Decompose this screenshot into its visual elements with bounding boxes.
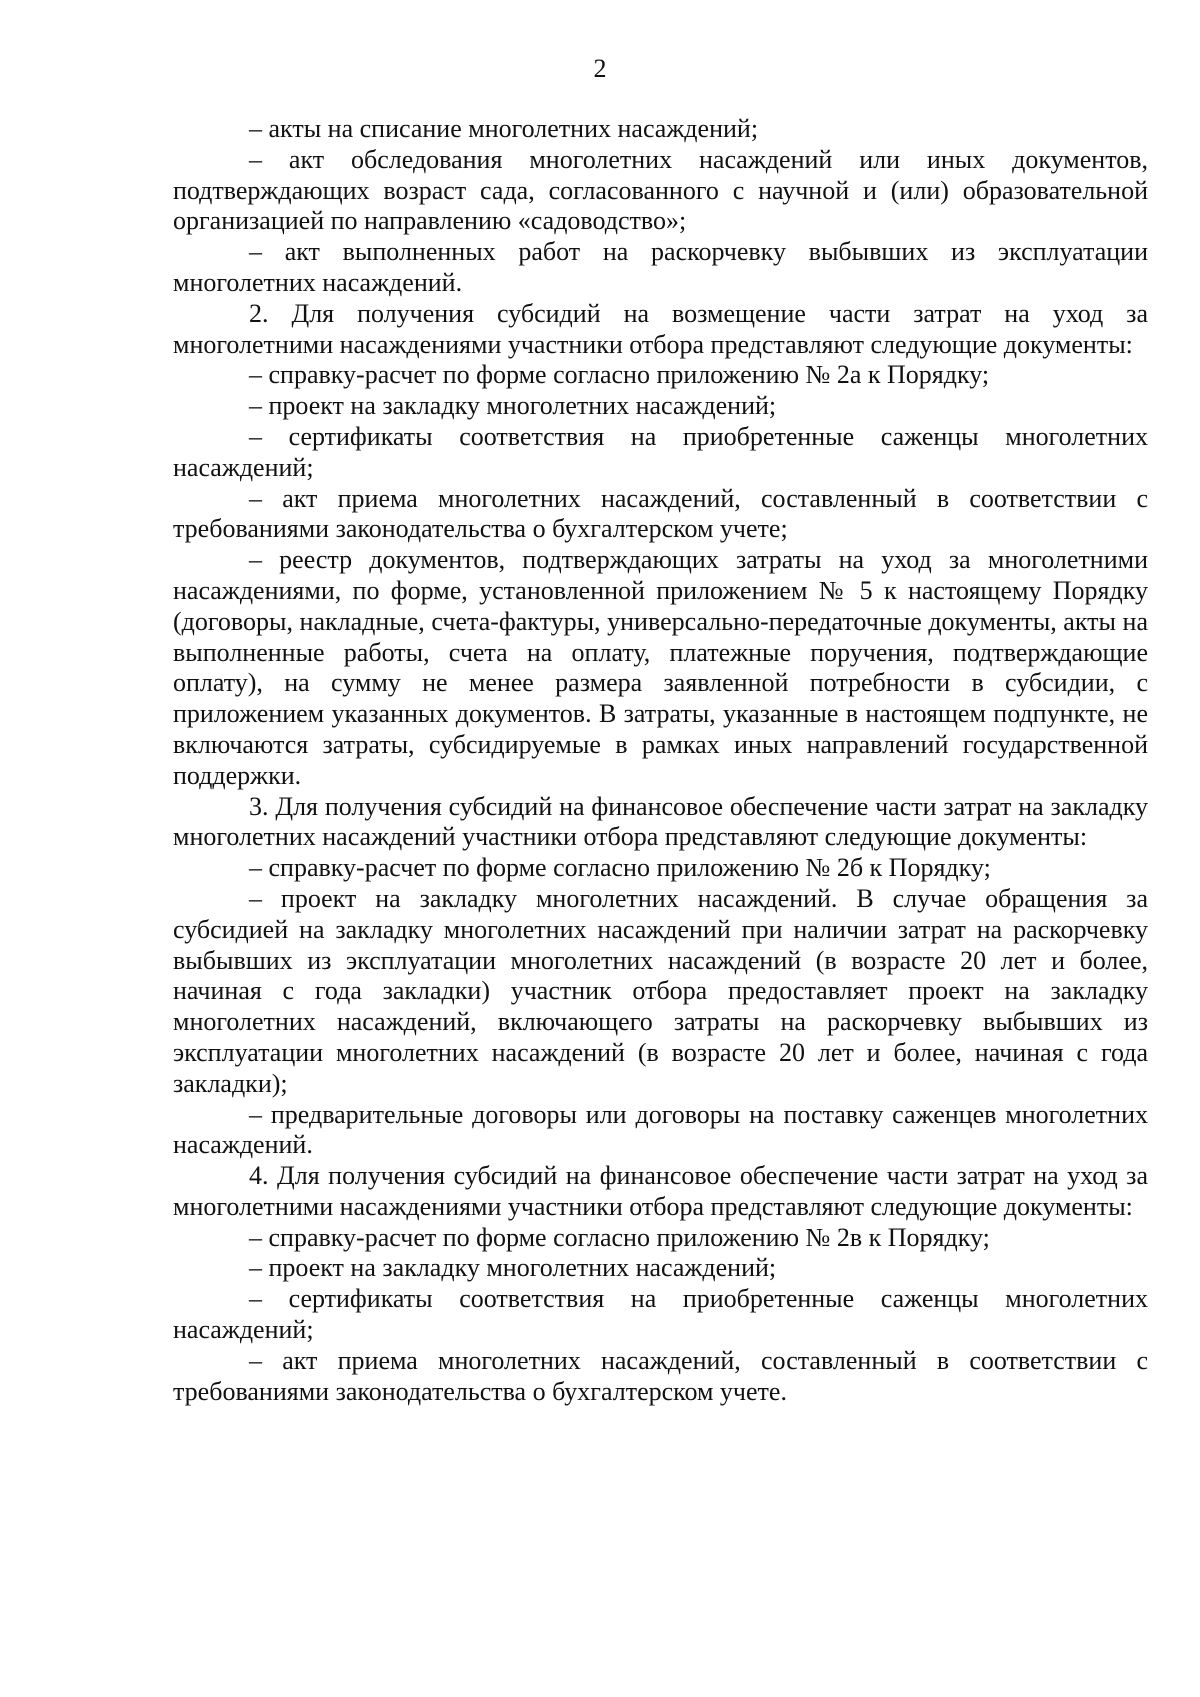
list-item: – акты на списание многолетних насаждений; bbox=[249, 114, 759, 143]
list-item: – сертификаты соответствия на приобретенные саженцы многолетних насаждений; bbox=[173, 1284, 1148, 1345]
list-item: – справку-расчет по форме согласно приложению № 2в к Порядку; bbox=[249, 1222, 990, 1252]
list-item: – реестр документов, подтверждающих затраты на уход за многолетними насаждениями, по форме, установленной приложением № 5 к настоящему Порядку (договоры, накладные, счета-фактуры, универсально-передаточные документы, акты на выполненные работы, счета на оплату, платежные поручения, подтверждающие оплату), на сумму не менее размера заявленной потребности в субсидии, с приложением указанных документов. В затраты, указанные в настоящем подпункте, не включаются затраты, субсидируемые в рамках иных направлений государственной поддержки. bbox=[173, 545, 1148, 790]
list-item: – сертификаты соответствия на приобретенные саженцы многолетних насаждений; bbox=[173, 421, 1148, 482]
clause-2: 2. Для получения субсидий на возмещение части затрат на уход за многолетними насаждениями участники отбора представляют следующие документы: bbox=[173, 298, 1148, 359]
document-body bbox=[173, 114, 1148, 1407]
list-item: – справку-расчет по форме согласно приложению № 2б к Порядку; bbox=[249, 853, 991, 883]
page-number: 2 bbox=[593, 54, 607, 83]
clause-4: 4. Для получения субсидий на финансовое обеспечение части затрат на уход за многолетними насаждениями участники отбора представляют следующие документы: bbox=[173, 1161, 1148, 1221]
clause-3: 3. Для получения субсидий на финансовое обеспечение части затрат на закладку многолетних насаждений участники отбора представляют следующие документы: bbox=[173, 791, 1148, 852]
list-item: – акт обследования многолетних насаждений или иных документов, подтверждающих возраст сада, согласованного с научной и (или) образовательной организацией по направлению «садоводство»; bbox=[173, 144, 1148, 236]
list-item: – акт приема многолетних насаждений, составленный в соответствии с требованиями законодательства о бухгалтерском учете; bbox=[173, 483, 1148, 544]
list-item: – проект на закладку многолетних насаждений. В случае обращения за субсидией на закладку многолетних насаждений при наличии затрат на раскорчевку выбывших из эксплуатации многолетних насаждений (в возрасте 20 лет и более, начиная с года закладки) участник отбора предоставляет проект на закладку многолетних насаждений, включающего затраты на раскорчевку выбывших из эксплуатации многолетних насаждений (в возрасте 20 лет и более, начиная с года закладки); bbox=[173, 883, 1148, 1098]
list-item: – проект на закладку многолетних насаждений; bbox=[249, 391, 777, 421]
list-item: – справку-расчет по форме согласно приложению № 2а к Порядку; bbox=[249, 360, 990, 390]
list-item: – предварительные договоры или договоры на поставку саженцев многолетних насаждений. bbox=[173, 1099, 1148, 1160]
list-item: – проект на закладку многолетних насаждений; bbox=[249, 1253, 777, 1283]
list-item: – акт приема многолетних насаждений, составленный в соответствии с требованиями законодательства о бухгалтерском учете. bbox=[173, 1345, 1148, 1406]
list-item: – акт выполненных работ на раскорчевку выбывших из эксплуатации многолетних насаждений. bbox=[173, 237, 1148, 297]
